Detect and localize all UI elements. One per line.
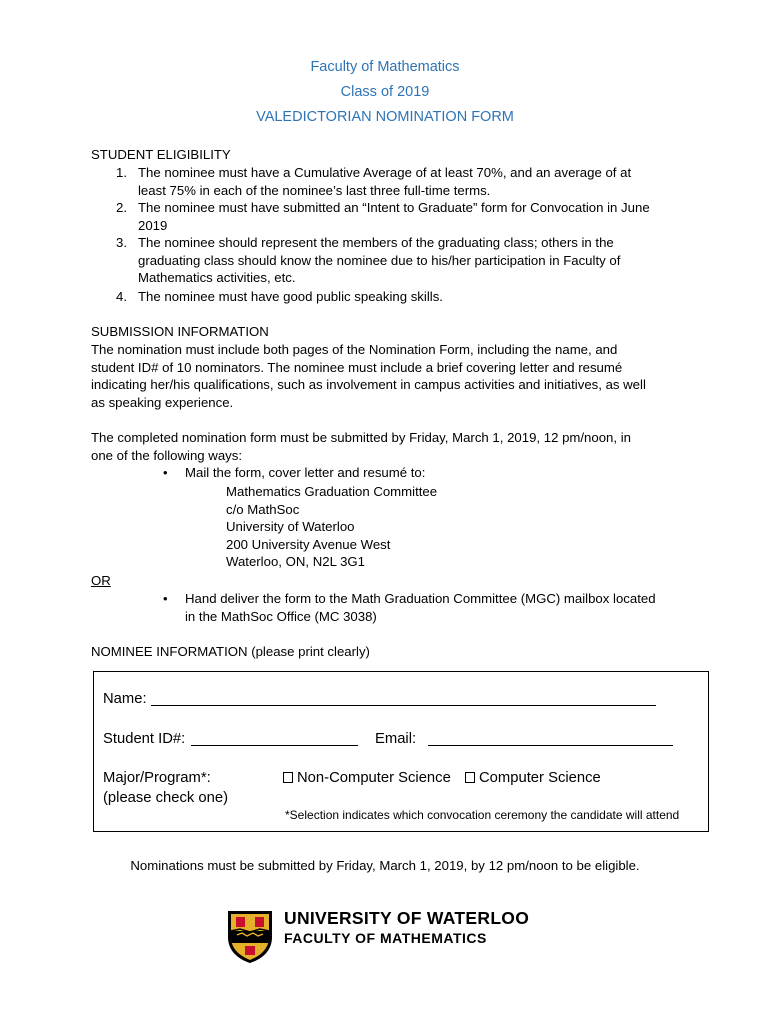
submission-paragraph: as speaking experience.: [91, 394, 234, 410]
option-cs[interactable]: [465, 769, 601, 787]
option-non-cs[interactable]: [283, 769, 451, 787]
eligibility-number: 1.: [116, 165, 127, 180]
eligibility-text: Mathematics activities, etc.: [138, 270, 296, 285]
or-label: OR: [91, 573, 111, 588]
deadline-paragraph: one of the following ways:: [91, 447, 243, 463]
waterloo-shield-logo: [226, 909, 274, 965]
logo-university-name: UNIVERSITY OF WATERLOO: [284, 908, 530, 928]
major-label: Major/Program*:: [103, 770, 211, 786]
major-hint: (please check one): [103, 790, 229, 806]
bullet-icon: •: [163, 591, 168, 606]
option-cs-label: Computer Science: [479, 770, 601, 786]
hand-deliver-instruction: in the MathSoc Office (MC 3038): [185, 608, 377, 624]
email-label: Email:: [375, 731, 417, 747]
selection-footnote: *Selection indicates which convocation ceremony the candidate will attend: [285, 808, 680, 822]
submission-paragraph: The nomination must include both pages of the Nomination Form, including the name, and: [91, 342, 618, 357]
eligibility-number: 3.: [116, 235, 127, 250]
submission-paragraph: student ID# of 10 nominators. The nominee must include a brief covering letter and resumé: [91, 359, 623, 375]
address-line: c/o MathSoc: [226, 501, 300, 517]
eligibility-text: least 75% in each of the nominee’s last three full-time terms.: [138, 182, 491, 198]
eligibility-number: 4.: [116, 289, 127, 304]
mail-instruction: Mail the form, cover letter and resumé to:: [185, 465, 426, 480]
deadline-paragraph: The completed nomination form must be submitted by Friday, March 1, 2019, 12 pm/noon, in: [91, 430, 631, 445]
email-field[interactable]: [428, 745, 673, 746]
eligibility-text: The nominee must have a Cumulative Average of at least 70%, and an average of at: [138, 165, 632, 180]
student-id-label: Student ID#:: [103, 731, 186, 747]
checkbox-icon[interactable]: [465, 772, 475, 783]
eligibility-text: The nominee must have submitted an “Intent to Graduate” form for Convocation in June: [138, 200, 650, 215]
address-line: Mathematics Graduation Committee: [226, 484, 438, 499]
eligibility-number: 2.: [116, 200, 127, 215]
eligibility-text: 2019: [138, 217, 168, 233]
hand-deliver-instruction: Hand deliver the form to the Math Graduation Committee (MGC) mailbox located: [185, 591, 656, 606]
logo-faculty-name: FACULTY OF MATHEMATICS: [284, 930, 487, 946]
deadline-note: Nominations must be submitted by Friday, March 1, 2019, by 12 pm/noon to be eligible.: [130, 858, 640, 873]
eligibility-text: graduating class should know the nominee due to his/her participation in Faculty of: [138, 252, 621, 268]
submission-heading: SUBMISSION INFORMATION: [91, 324, 269, 339]
name-label: Name:: [103, 691, 147, 707]
name-field[interactable]: [151, 705, 656, 706]
option-non-cs-label: Non-Computer Science: [297, 770, 451, 786]
address-line: Waterloo, ON, N2L 3G1: [226, 554, 366, 569]
bullet-icon: •: [163, 465, 168, 480]
eligibility-heading: STUDENT ELIGIBILITY: [91, 147, 231, 162]
nominee-heading: NOMINEE INFORMATION (please print clearly): [91, 644, 370, 659]
form-title: VALEDICTORIAN NOMINATION FORM: [256, 109, 514, 125]
address-line: 200 University Avenue West: [226, 536, 391, 552]
submission-paragraph: indicating her/his qualifications, such as involvement in campus activities and initiatives, as well: [91, 377, 646, 392]
student-id-field[interactable]: [191, 745, 358, 746]
eligibility-text: The nominee must have good public speaking skills.: [138, 289, 443, 304]
eligibility-text: The nominee should represent the members of the graduating class; others in the: [138, 235, 614, 250]
faculty-heading: Faculty of Mathematics: [310, 59, 460, 75]
address-line: University of Waterloo: [226, 519, 355, 534]
class-year-heading: Class of 2019: [340, 84, 430, 100]
checkbox-icon[interactable]: [283, 772, 293, 783]
